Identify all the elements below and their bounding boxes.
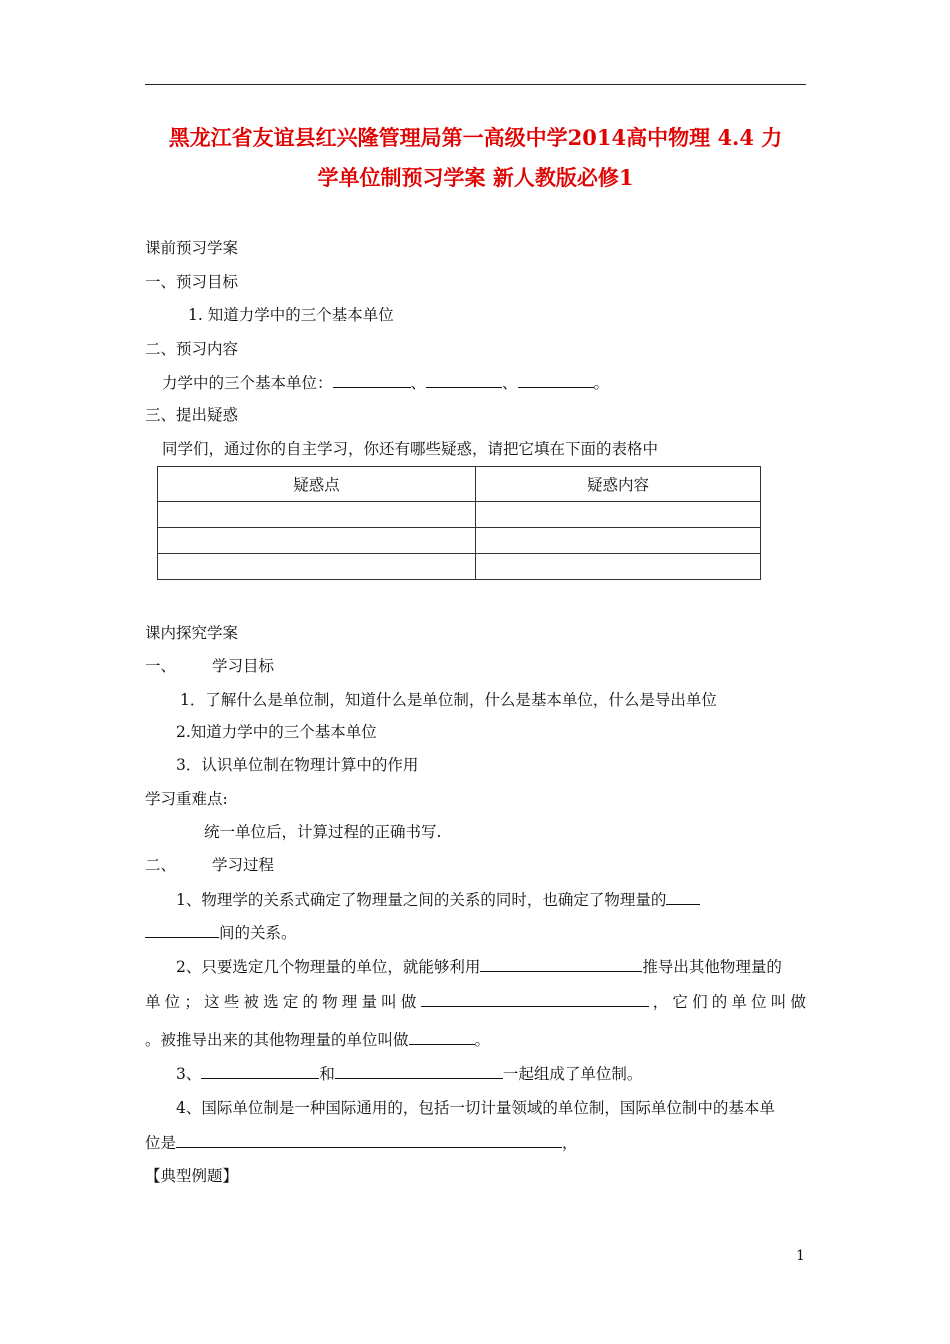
goal-item-2: 2.知道力学中的三个基本单位 [176,723,377,741]
content-prefix: 力学中的三个基本单位： [162,374,333,392]
table-cell[interactable] [476,528,761,554]
table-row [158,502,761,528]
process-title: 学习过程 [212,856,275,874]
table-header-row [158,467,761,502]
table-cell[interactable] [158,528,476,554]
blank-q1-cont[interactable] [145,921,219,938]
page-number: 1 [796,1248,805,1264]
preview-goal-heading: 一、预习目标 [145,273,239,291]
blank-q3-a[interactable] [201,1062,319,1079]
goal-item-3: 3．认识单位制在物理计算中的作用 [176,756,419,774]
blank-q2-law[interactable] [480,955,642,972]
goal-title: 学习目标 [212,657,275,675]
doubt-heading: 三、提出疑惑 [145,406,239,424]
preview-goal-item: 1. 知道力学中的三个基本单位 [188,306,394,324]
blank-q4-si-units[interactable] [176,1131,562,1148]
key-heading: 学习重难点: [145,790,228,808]
table-cell[interactable] [158,502,476,528]
blank-q2-basic-quantity[interactable] [421,990,649,1007]
table-row [158,554,761,580]
doubt-table [157,466,761,580]
header-rule [145,84,806,85]
doubt-text: 同学们，通过你的自主学习，你还有哪些疑惑，请把它填在下面的表格中 [162,440,659,458]
example-heading: 【典型例题】 [145,1167,239,1185]
question-1-line-2: 间的关系。 [145,921,297,943]
table-cell[interactable] [476,554,761,580]
title-line-2: 学单位制预习学案 新人教版必修1 [317,165,634,190]
blank-unit-2[interactable] [426,371,502,388]
preview-content-heading: 二、预习内容 [145,340,239,358]
blank-unit-3[interactable] [518,371,594,388]
question-2-line-3: 。被推导出来的其他物理量的单位叫做 。 [145,1028,490,1050]
question-2-line-1: 2、只要选定几个物理量的单位，就能够利用 推导出其他物理量的 [176,955,782,977]
question-2-line-2: 单位；这些被选定的物理量叫做 ，它们的单位叫做 [145,990,806,1012]
blank-q1[interactable] [666,888,700,905]
blank-q2-derived-unit[interactable] [409,1028,475,1045]
inclass-heading: 课内探究学案 [145,624,239,642]
question-1-line-1: 1、物理学的关系式确定了物理量之间的关系的同时，也确定了物理量的 [176,888,700,910]
table-header-content: 疑惑内容 [476,467,761,502]
process-num: 二、 [145,856,177,874]
title-line-1: 黑龙江省友谊县红兴隆管理局第一高级中学2014高中物理 4.4 力 [168,125,783,150]
question-4-line-2: 位是 ， [145,1131,578,1153]
preview-content-line: 力学中的三个基本单位： 、 、 。 [162,371,609,393]
blank-q3-b[interactable] [335,1062,503,1079]
table-header-point: 疑惑点 [158,467,476,502]
goal-item-1: 1．了解什么是单位制，知道什么是单位制，什么是基本单位，什么是导出单位 [180,691,717,709]
blank-unit-1[interactable] [333,371,411,388]
table-row [158,528,761,554]
key-text: 统一单位后，计算过程的正确书写. [204,823,442,841]
table-cell[interactable] [158,554,476,580]
goal-num: 一、 [145,657,177,675]
preview-heading: 课前预习学案 [145,239,239,257]
question-4-line-1: 4、国际单位制是一种国际通用的，包括一切计量领域的单位制，国际单位制中的基本单 [176,1099,775,1117]
table-cell[interactable] [476,502,761,528]
question-3: 3、 和 一起组成了单位制。 [176,1062,642,1084]
